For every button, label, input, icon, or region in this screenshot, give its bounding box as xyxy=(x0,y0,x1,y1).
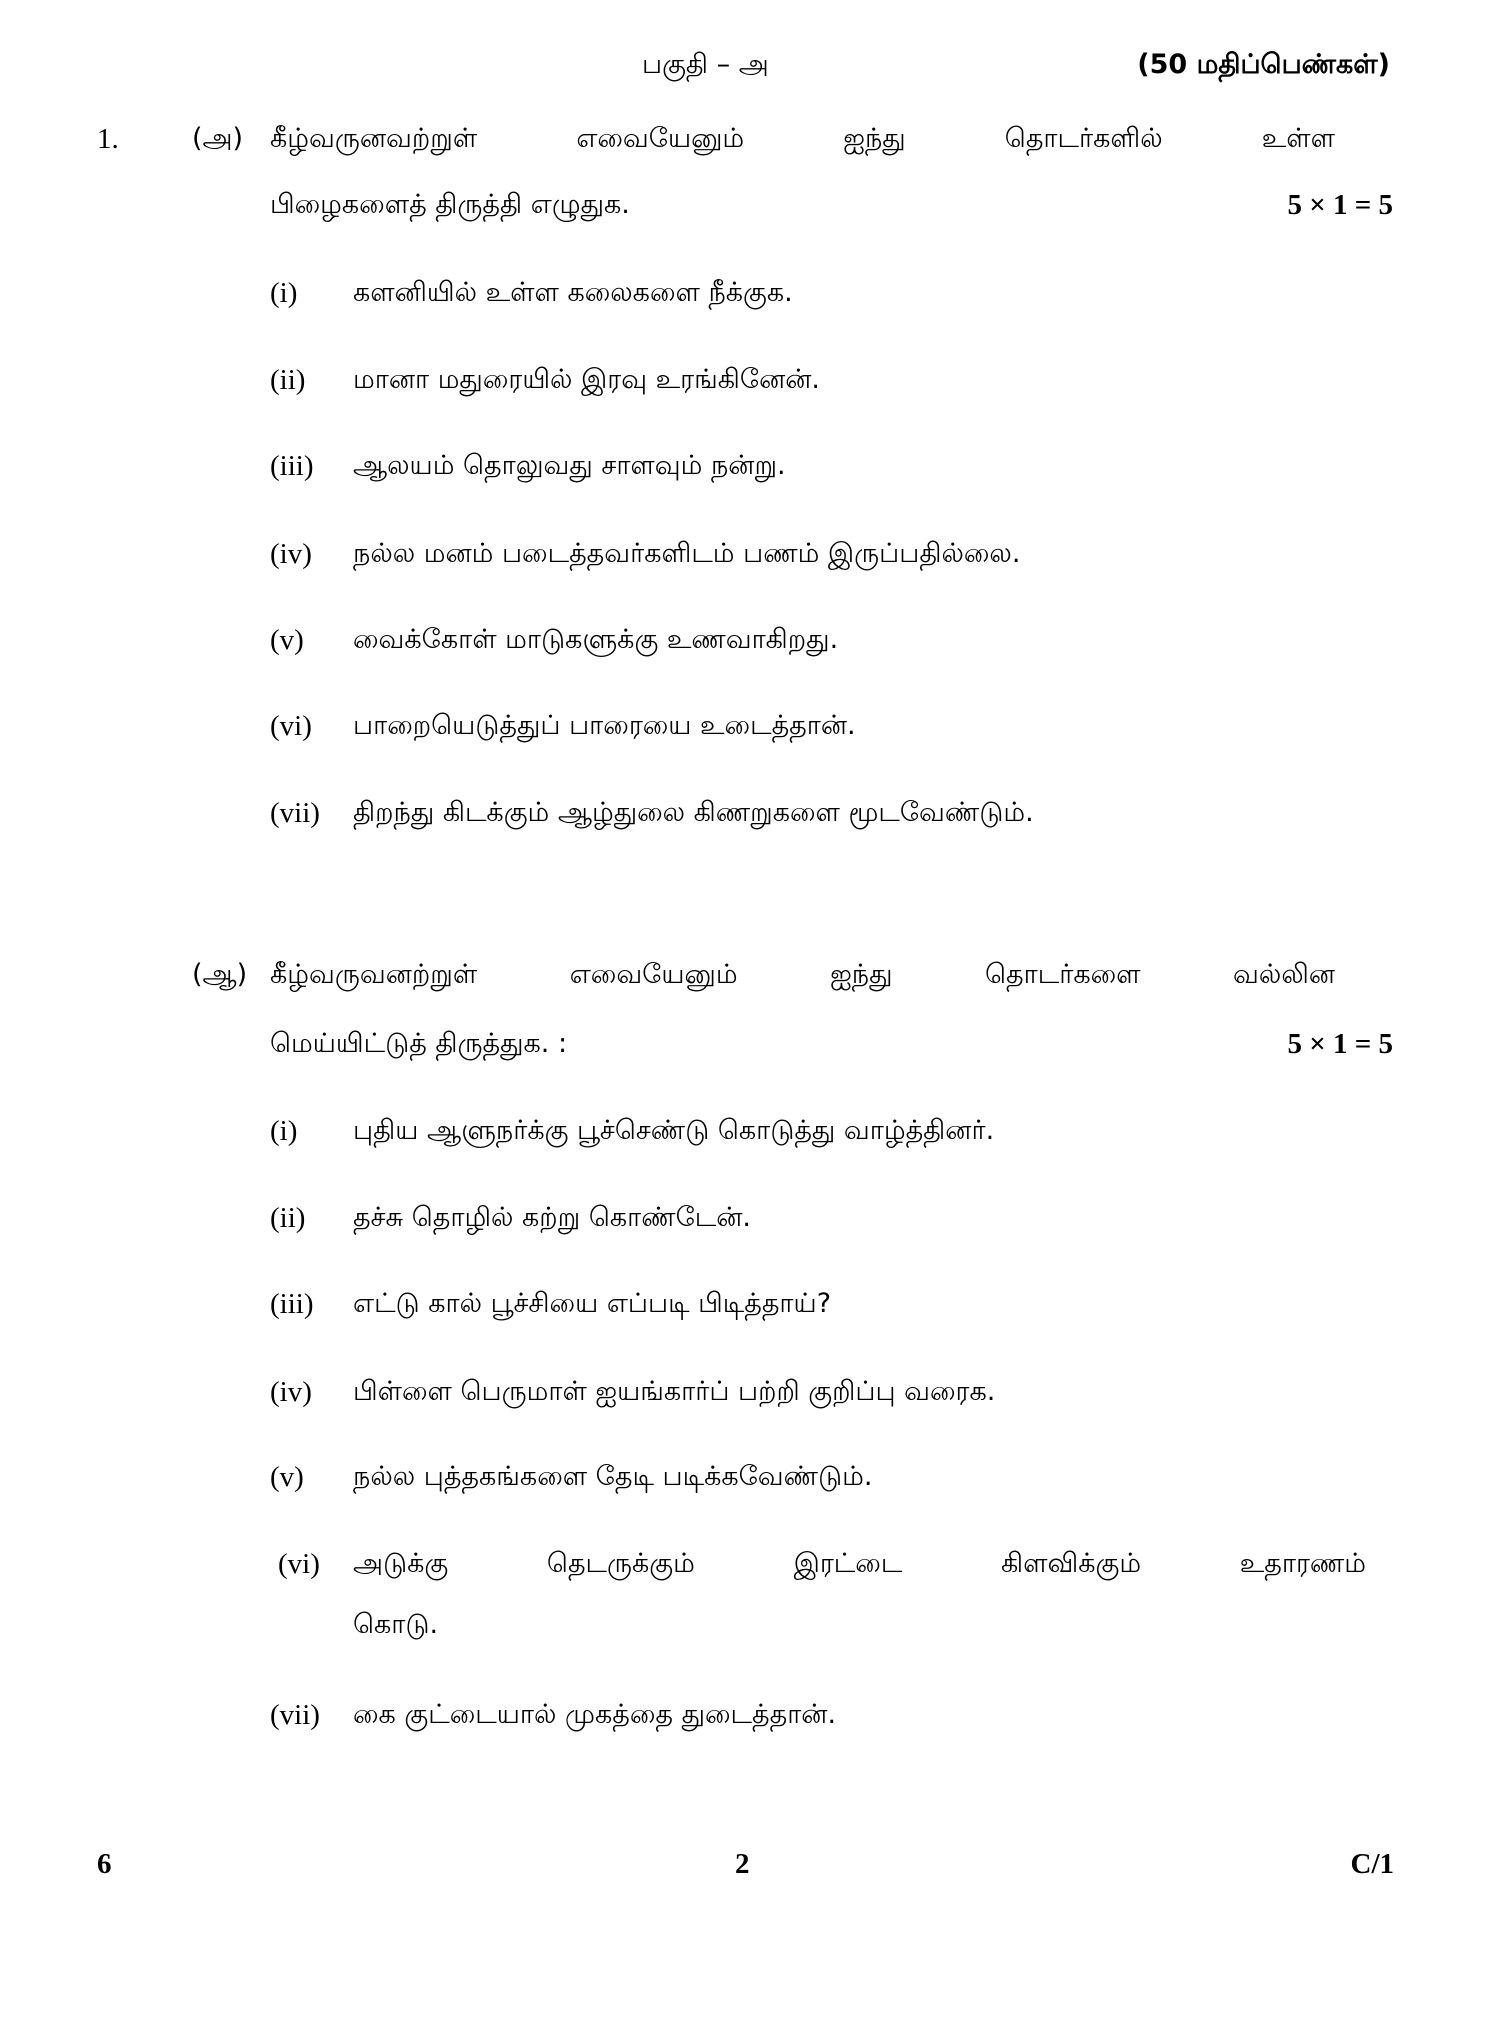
list-item: திறந்து கிடக்கும் ஆழ்துலை கிணறுகளை மூடவேண்டும். xyxy=(353,797,1034,828)
list-item: தச்சு தொழில் கற்று கொண்டேன். xyxy=(353,1202,751,1233)
list-item: அடுக்கு தெடருக்கும் இரட்டை கிளவிக்கும் உதாரணம் xyxy=(353,1548,1366,1579)
list-item: எட்டு கால் பூச்சியை எப்படி பிடித்தாய்? xyxy=(353,1288,832,1319)
question-number: 1. xyxy=(97,123,119,155)
list-item-cont: கொடு. xyxy=(353,1609,439,1640)
item-label: (iv) xyxy=(270,538,312,570)
section-a-marks: 5 × 1 = 5 xyxy=(1287,189,1393,221)
list-item: கை குட்டையால் முகத்தை துடைத்தான். xyxy=(353,1699,837,1730)
list-item: பாறையெடுத்துப் பாரையை உடைத்தான். xyxy=(353,710,856,741)
page-number: 2 xyxy=(735,1848,750,1880)
item-label: (i) xyxy=(270,277,298,309)
list-item: மானா மதுரையில் இரவு உரங்கினேன். xyxy=(353,364,821,395)
item-label: (i) xyxy=(270,1115,298,1147)
part-title: பகுதி – அ xyxy=(642,49,769,80)
item-label: (v) xyxy=(270,624,304,656)
section-a-label: (அ) xyxy=(192,123,244,154)
section-a-instruction-cont: பிழைகளைத் திருத்தி எழுதுக. xyxy=(270,189,630,220)
footer-set: C/1 xyxy=(1350,1848,1394,1880)
section-b-instruction: கீழ்வருவனற்றுள் எவையேனும் ஐந்து தொடர்களை வல்லின xyxy=(270,959,1335,990)
item-label: (iii) xyxy=(270,450,314,482)
list-item: ஆலயம் தொலுவது சாளவும் நன்று. xyxy=(353,450,786,481)
item-label: (vii) xyxy=(270,1699,320,1731)
item-label: (iii) xyxy=(270,1288,314,1320)
list-item: நல்ல புத்தகங்களை தேடி படிக்கவேண்டும். xyxy=(353,1461,873,1492)
item-label: (ii) xyxy=(270,1202,306,1234)
item-label: (v) xyxy=(270,1461,304,1493)
part-marks: (50 மதிப்பெண்கள்) xyxy=(1137,49,1390,80)
list-item: புதிய ஆளுநர்க்கு பூச்செண்டு கொடுத்து வாழ்த்தினர். xyxy=(353,1115,995,1146)
section-b-label: (ஆ) xyxy=(192,959,248,990)
section-b-instruction-cont: மெய்யிட்டுத் திருத்துக. : xyxy=(270,1028,568,1059)
list-item: நல்ல மனம் படைத்தவர்களிடம் பணம் இருப்பதில்லை. xyxy=(353,538,1021,569)
list-item: வைக்கோள் மாடுகளுக்கு உணவாகிறது. xyxy=(353,624,839,655)
section-a-instruction: கீழ்வருனவற்றுள் எவையேனும் ஐந்து தொடர்களில் உள்ள xyxy=(270,123,1335,154)
footer-code: 6 xyxy=(97,1848,112,1880)
item-label: (ii) xyxy=(270,364,306,396)
item-label: (vi) xyxy=(270,710,312,742)
item-label: (iv) xyxy=(270,1376,312,1408)
item-label: (vii) xyxy=(270,797,320,829)
list-item: பிள்ளை பெருமாள் ஐயங்கார்ப் பற்றி குறிப்பு வரைக. xyxy=(353,1376,996,1407)
section-b-marks: 5 × 1 = 5 xyxy=(1287,1028,1393,1060)
list-item: களனியில் உள்ள கலைகளை நீக்குக. xyxy=(353,277,793,308)
item-label: (vi) xyxy=(278,1548,320,1580)
